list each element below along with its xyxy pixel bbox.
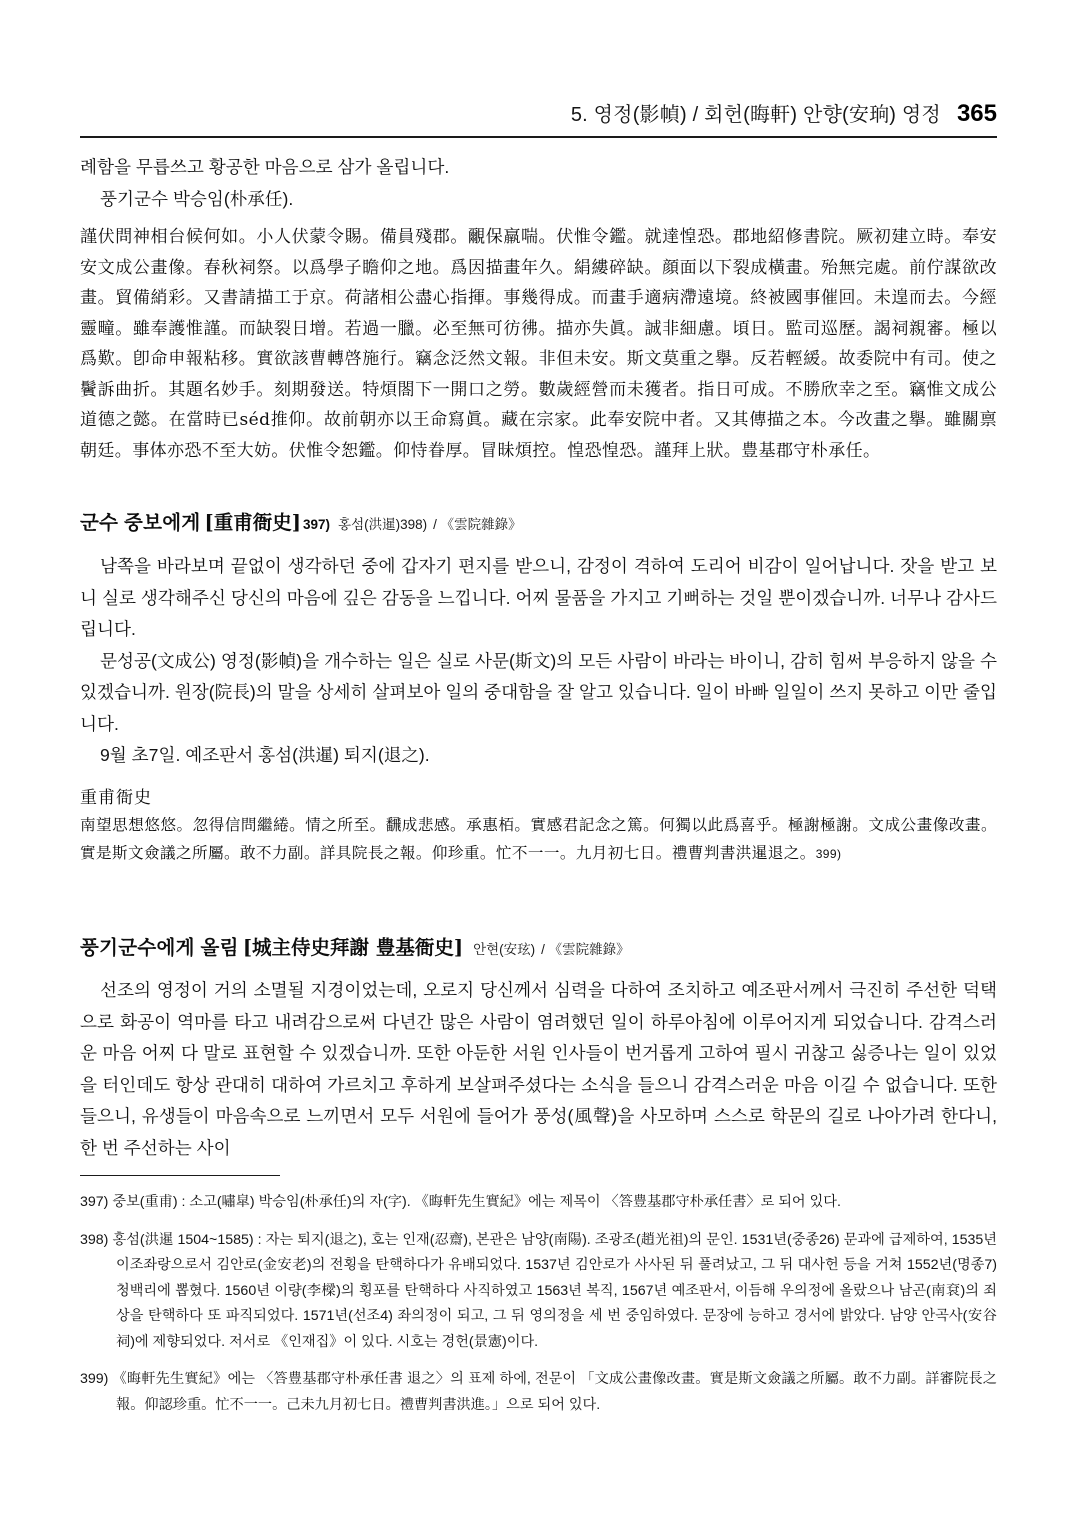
section2-attrib-source: / 《雲院雜錄》 [541,942,630,957]
top-hanmun-block [80,222,997,466]
footnote-number: 397) [80,1194,109,1210]
section1-hanmun-footnote-mark: 399) [815,846,842,861]
footnote-item [80,1190,997,1216]
section1-korean-body [80,551,997,772]
footnote-item [80,1367,997,1418]
top-korean-block [80,152,997,215]
header-divider [80,136,997,138]
footnote-divider [80,1175,280,1176]
section1-hanmun-text: 南望思想悠悠。忽得信問繼綣。情之所至。飜成悲感。承惠栢。實感君記念之篤。何獨以此爲喜乎。極謝極謝。文成公畫像改畫。實是斯文僉議之所屬。敢不力副。詳具院長之報。仰珍重。忙不一一。九月初七日。禮曹判書洪暹退之。 [80,816,997,862]
section2-attrib-name: 안현(安玹) [473,942,536,957]
section-heading-1 [80,507,997,535]
top-korean-line-2: 풍기군수 박승임(朴承任). [100,188,294,209]
section1-paragraph-2: 문성공(文成公) 영정(影幀)을 개수하는 일은 실로 사문(斯文)의 모든 사람이 바라는 바이니, 감히 힘써 부응하지 않을 수 있겠습니까. 원장(院長)의 말을 상세히 살펴보아 일의 중대함을 잘 알고 있습니다. 일이 바빠 일일이 쓰지 못하고 이만 줄입니다. [80,650,997,734]
section1-title-ko: 군수 중보에게 [80,512,201,534]
top-korean-line-1: 례함을 무릅쓰고 황공한 마음으로 삼가 올립니다. [80,157,450,177]
section1-title-cn: [重甫衙史] [204,511,301,534]
section1-hanmun-subhead: 重甫衙史 [80,788,152,808]
section1-paragraph-1: 남쪽을 바라보며 끝없이 생각하던 중에 갑자기 편지를 받으니, 감정이 격하여 도리어 비감이 일어납니다. 잣을 받고 보니 실로 생각해주신 당신의 마음에 깊은 감동을 느낍니다. 어찌 물품을 가지고 기뻐하는 것일 뿐이겠습니까. 너무나 감사드립니다. [80,556,997,639]
section2-title-ko: 풍기군수에게 올림 [80,937,239,959]
section2-title-cn: [城主侍史拜謝 豊基衙史] [242,936,464,959]
chapter-title: 5. 영정(影幀) / 회헌(晦軒) 안향(安珦) 영정 [570,104,941,126]
section1-hanmun-block [80,812,997,868]
section1-paragraph-3: 9월 초7일. 예조판서 홍섬(洪暹) 퇴지(退之). [100,745,430,765]
section1-attrib-source: / 《雲院雜錄》 [433,517,522,532]
footnote-number: 398) [80,1231,109,1248]
footnotes-section [80,1190,997,1430]
footnote-number: 399) [80,1371,109,1387]
section1-attrib-sup: 398) [400,517,428,532]
page-number: 365 [956,100,997,127]
section2-paragraph-1: 선조의 영정이 거의 소멸될 지경이었는데, 오로지 당신께서 심력을 다하여 조치하고 예조판서께서 극진히 주선한 덕택으로 화공이 역마를 타고 내려감으로써 다년간 많은 사람이 염려했던 일이 하루아침에 이루어지게 되었습니다. 감격스러운 마음 어찌 다 말로 표현할 수 있겠습니까. 또한 아둔한 서원 인사들이 번거롭게 고하여 필시 귀찮고 싫증나는 일이 있었을 터인데도 항상 관대히 대하여 가르치고 후하게 보살펴주셨다는 소식을 들으니 감격스러운 마음 이길 수 없습니다. 또한 들으니, 유생들이 마음속으로 느끼면서 모두 서원에 들어가 풍성(風聲)을 사모하며 스스로 학문의 길로 나아가려 한다니, 한 번 주선하는 사이 [80,980,997,1158]
footnote-text: 《晦軒先生實紀》에는 〈答豊基郡守朴承任書 退之〉의 표제 하에, 전문이 「文成公畫像改畫。實是斯文僉議之所屬。敢不力副。詳審院長之報。仰認珍重。忙不一一。己未九月初七日。禮曹判書洪進。」으로 되어 있다. [112,1371,997,1413]
footnote-item [80,1228,997,1356]
section1-footnote-mark: 397) [303,517,331,532]
top-hanmun-text: 謹伏問神相台候何如。小人伏蒙令賜。備員殘郡。覼保羸喘。伏惟令鑑。就達惶恐。郡地紹修書院。厥初建立時。奉安安文成公畫像。春秋祠祭。以爲學子瞻仰之地。爲因描畫年久。絹縷碎缺。顔面以下裂成橫畫。殆無完處。前佇謀欲改畫。貿備綃彩。又書請描工于京。荷諸相公盡心指揮。事幾得成。而畫手適病滯遠境。終被國事催回。未遑而去。今經靈疃。雖奉護惟謹。而缺裂日增。若過一臘。必至無可彷彿。描亦失眞。誠非細慮。頃日。監司巡歷。謁祠親審。極以爲歎。卽命申報粘移。實欲該曹轉啓施行。竊念泛然文報。非但未安。斯文莫重之擧。反若輕緩。故委院中有司。使之鬢訴曲折。其題名妙手。刻期發送。特煩閤下一開口之勞。數歲經營而未獲者。指日可成。不勝欣幸之至。竊惟文成公道德之懿。在當時已séd推仰。故前朝亦以王命寫眞。藏在宗家。此奉安院中者。又其傳描之本。今改畫之擧。雖關禀朝廷。事体亦恐不至大妨。伏惟令恕鑑。仰恃眷厚。冒昧煩控。惶恐惶恐。謹拜上狀。豊基郡守朴承任。 [80,227,997,461]
section1-attrib-name: 홍섬(洪暹) [338,517,401,532]
footnote-text: 중보(重甫) : 소고(嘯皐) 박승임(朴承任)의 자(字). 《晦軒先生實紀》에는 제목이 〈答豊基郡守朴承任書〉로 되어 있다. [112,1194,841,1210]
section-heading-2 [80,932,997,960]
footnote-text: 홍섬(洪暹 1504~1585) : 자는 퇴지(退之), 호는 인재(忍齋), 본관은 남양(南陽). 조광조(趙光祖)의 문인. 1531년(중종26) 문과에 급제하여, 1535년 이조좌랑으로서 김안로(金安老)의 전횡을 탄핵하다가 유배되었다. 1537년 김안로가 사사된 뒤 풀려났고, 그 뒤 대사헌 등을 거쳐 1552년(명종7) 청백리에 뽑혔다. 1560년 이량(李樑)의 횡포를 탄핵하다 사직하였고 1563년 복직, 1567년 예조판서, 이듬해 우의정에 올랐으나 남곤(南袞)의 죄상을 탄핵하다 또 파직되었다. 1571년(선조4) 좌의정이 되고, 그 뒤 영의정을 세 번 중임하였다. 문장에 능하고 경서에 밝았다. 남양 안곡사(安谷祠)에 제향되었다. 저서로 《인재집》이 있다. 시호는 경헌(景憲)이다. [112,1231,997,1350]
page-header [80,98,997,144]
section2-korean-body [80,975,997,1164]
